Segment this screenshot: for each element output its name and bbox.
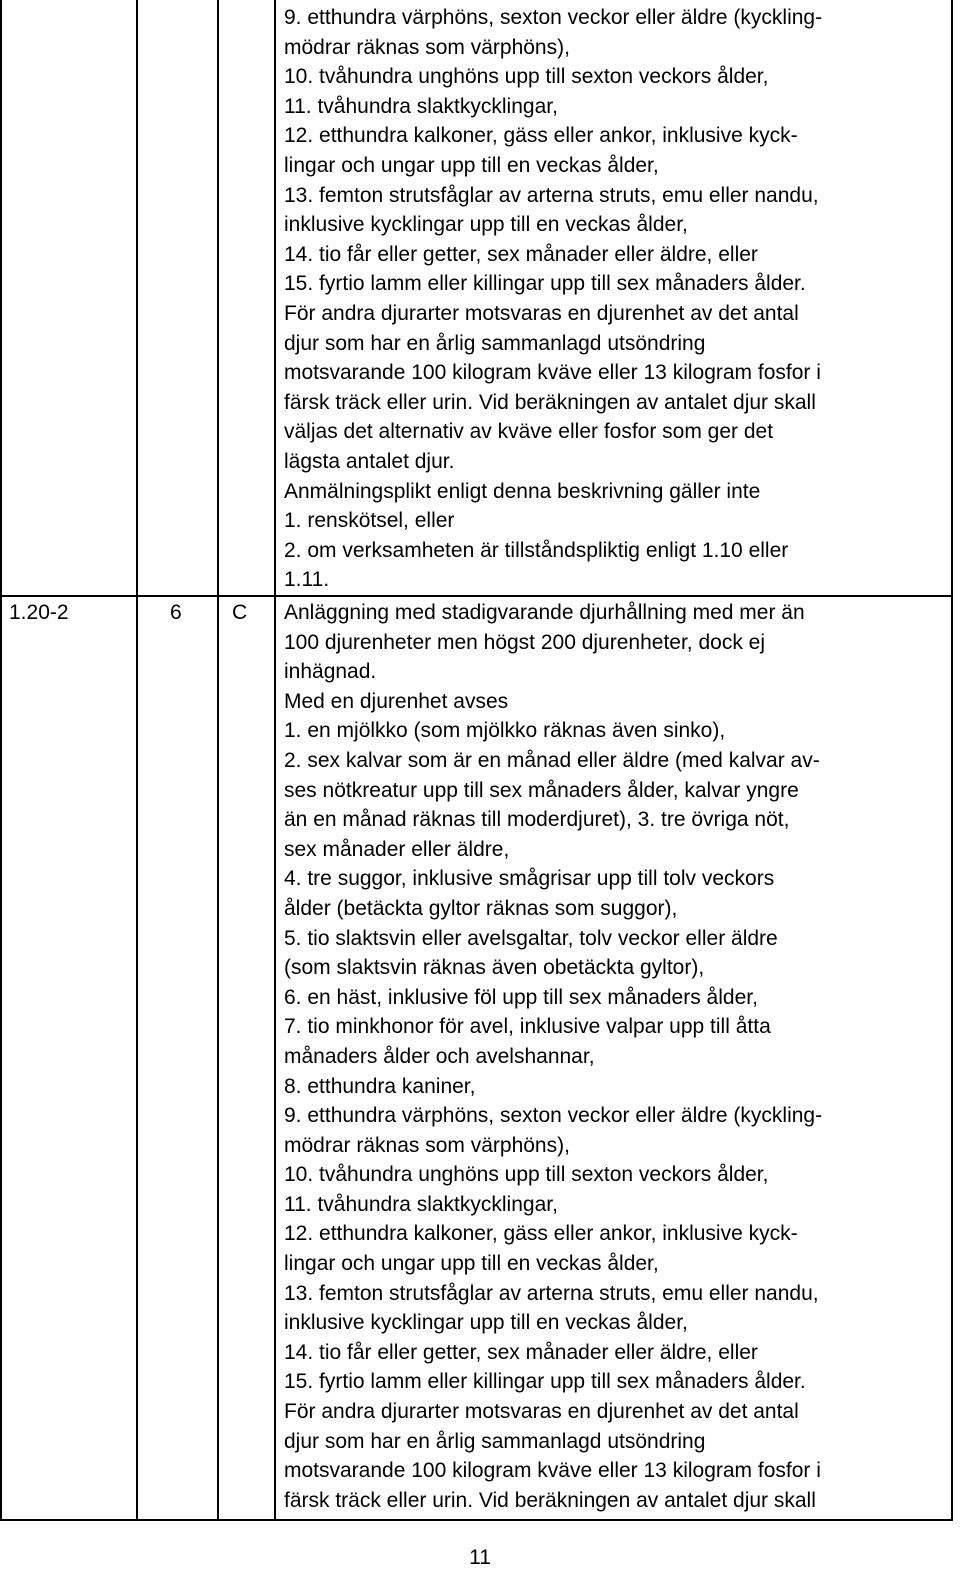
text-line: 1.11.: [284, 568, 330, 592]
text-line: 2. sex kalvar som är en månad eller äldre (med kalvar av-: [284, 748, 820, 772]
text-line: För andra djurarter motsvaras en djurenhet av det antal: [284, 301, 799, 325]
text-line: lingar och ungar upp till en veckas ålder,: [284, 1252, 659, 1276]
text-line: 11. tvåhundra slaktkycklingar,: [284, 94, 558, 118]
text-line: 4. tre suggor, inklusive smågrisar upp till tolv veckors: [284, 867, 775, 891]
text-line: 6. en häst, inklusive föl upp till sex månaders ålder,: [284, 985, 758, 1009]
text-line: 5. tio slaktsvin eller avelsgaltar, tolv veckor eller äldre: [284, 926, 778, 950]
text-line: ses nötkreatur upp till sex månaders ålder, kalvar yngre: [284, 778, 799, 802]
text-line: 11. tvåhundra slaktkycklingar,: [284, 1192, 558, 1216]
text-line: inklusive kycklingar upp till en veckas ålder,: [284, 1311, 688, 1335]
text-line: 9. etthundra värphöns, sexton veckor eller äldre (kyckling-: [284, 6, 823, 29]
table-bottom-border: [0, 1519, 953, 1521]
text-line: lingar och ungar upp till en veckas ålder,: [284, 153, 659, 177]
text-line: 8. etthundra kaniner,: [284, 1074, 476, 1098]
text-line: 100 djurenheter men högst 200 djurenheter, dock ej: [284, 630, 766, 654]
text-line: djur som har en årlig sammanlagd utsöndring: [284, 331, 706, 355]
text-line: 1. en mjölkko (som mjölkko räknas även sinko),: [284, 719, 726, 743]
text-line: 15. fyrtio lamm eller killingar upp till sex månaders ålder.: [284, 272, 806, 296]
text-line: månaders ålder och avelshannar,: [284, 1044, 595, 1068]
text-line: Anläggning med stadigvarande djurhållning med mer än: [284, 601, 805, 624]
row-code: 1.20-2: [9, 601, 69, 624]
column-divider-code: [136, 0, 138, 1521]
text-line: 10. tvåhundra unghöns upp till sexton veckors ålder,: [284, 1163, 769, 1187]
continuation-text: [284, 3, 954, 595]
text-line: 12. etthundra kalkoner, gäss eller ankor, inklusive kyck-: [284, 124, 798, 148]
table-left-border: [0, 0, 2, 1521]
text-line: 12. etthundra kalkoner, gäss eller ankor, inklusive kyck-: [284, 1222, 798, 1246]
text-line: motsvarande 100 kilogram kväve eller 13 kilogram fosfor i: [284, 361, 821, 385]
text-line: lägsta antalet djur.: [284, 449, 455, 473]
text-line: ålder (betäckta gyltor räknas som suggor),: [284, 896, 678, 920]
text-line: Anmälningsplikt enligt denna beskrivning gäller inte: [284, 479, 761, 503]
text-line: färsk träck eller urin. Vid beräkningen av antalet djur skall: [284, 390, 816, 414]
row-description: [284, 598, 954, 1515]
text-line: väljas det alternativ av kväve eller fosfor som ger det: [284, 420, 774, 444]
text-line: För andra djurarter motsvaras en djurenhet av det antal: [284, 1400, 799, 1424]
text-line: motsvarande 100 kilogram kväve eller 13 kilogram fosfor i: [284, 1459, 821, 1483]
text-line: 14. tio får eller getter, sex månader eller äldre, eller: [284, 1340, 758, 1364]
text-line: (som slaktsvin räknas även obetäckta gyltor),: [284, 956, 705, 980]
text-line: 15. fyrtio lamm eller killingar upp till sex månaders ålder.: [284, 1370, 806, 1394]
text-line: mödrar räknas som värphöns),: [284, 35, 570, 59]
text-line: djur som har en årlig sammanlagd utsöndring: [284, 1429, 706, 1453]
text-line: Med en djurenhet avses: [284, 689, 509, 713]
text-line: 7. tio minkhonor för avel, inklusive valpar upp till åtta: [284, 1015, 771, 1039]
page-number: 11: [469, 1546, 491, 1569]
text-line: 14. tio får eller getter, sex månader eller äldre, eller: [284, 242, 758, 266]
text-line: 9. etthundra värphöns, sexton veckor eller äldre (kyckling-: [284, 1104, 823, 1128]
text-line: 13. femton strutsfåglar av arterna struts, emu eller nandu,: [284, 1281, 819, 1305]
row-points: 6: [170, 601, 182, 624]
text-line: 1. renskötsel, eller: [284, 509, 455, 533]
row-category: C: [232, 601, 248, 624]
text-line: 2. om verksamheten är tillståndspliktig enligt 1.10 eller: [284, 538, 789, 562]
text-line: mödrar räknas som värphöns),: [284, 1133, 570, 1157]
column-divider-points: [217, 0, 219, 1521]
text-line: sex månader eller äldre,: [284, 837, 510, 861]
text-line: inhägnad.: [284, 660, 377, 684]
text-line: 10. tvåhundra unghöns upp till sexton veckors ålder,: [284, 65, 769, 89]
text-line: än en månad räknas till moderdjuret), 3. tre övriga nöt,: [284, 808, 790, 832]
row-divider: [0, 595, 953, 597]
text-line: färsk träck eller urin. Vid beräkningen av antalet djur skall: [284, 1488, 816, 1512]
text-line: inklusive kycklingar upp till en veckas ålder,: [284, 213, 688, 237]
column-divider-category: [274, 0, 276, 1521]
text-line: 13. femton strutsfåglar av arterna struts, emu eller nandu,: [284, 183, 819, 207]
